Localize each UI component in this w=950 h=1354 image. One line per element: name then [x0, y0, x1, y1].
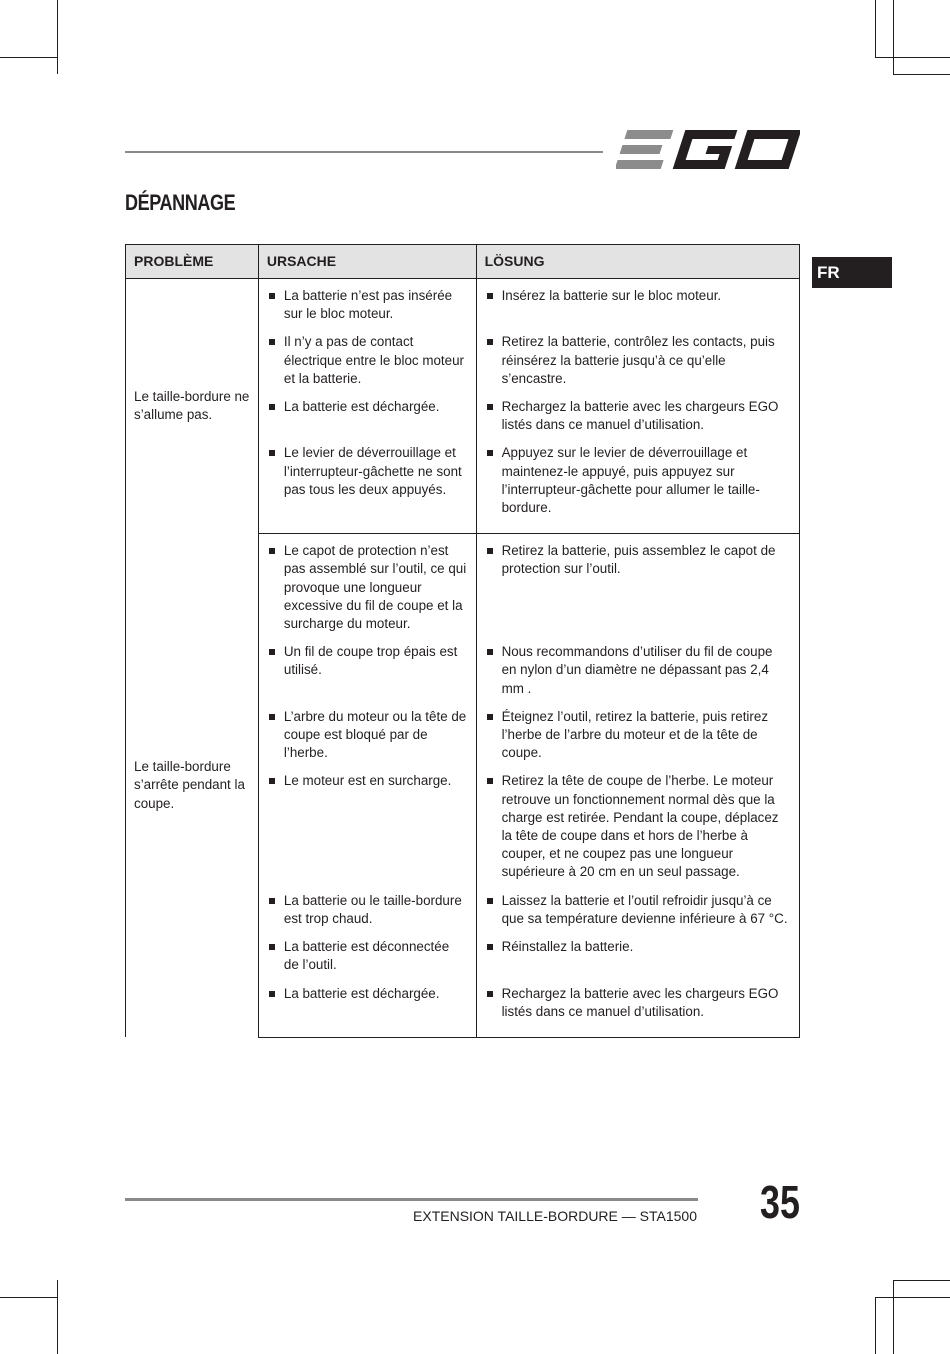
solution-cell — [476, 938, 799, 984]
cause-text: La batterie est déchargée. — [267, 398, 468, 426]
troubleshooting-table — [125, 244, 800, 1038]
crop-mark — [0, 57, 57, 58]
solution-cell — [476, 279, 799, 334]
cause-text: La batterie est déchargée. — [267, 985, 468, 1013]
solution-cell — [476, 985, 799, 1038]
cause-text: Le capot de protection n’est pas assemblé sur l’outil, ce qui provoque une longueur excessive du fil de coupe et la surcharge du moteur. — [267, 542, 468, 643]
crop-mark — [875, 57, 950, 58]
ego-logo — [616, 128, 800, 172]
cause-cell — [258, 892, 476, 938]
cause-text: Il n’y a pas de contact électrique entre le bloc moteur et la batterie. — [267, 333, 468, 398]
crop-mark — [875, 1297, 876, 1354]
solution-text: Réinstallez la batterie. — [485, 938, 791, 966]
crop-mark — [893, 74, 950, 75]
solution-cell — [476, 772, 799, 891]
crop-mark — [893, 1280, 894, 1354]
cause-cell — [258, 643, 476, 708]
cause-text: Un fil de coupe trop épais est utilisé. — [267, 643, 468, 689]
solution-cell — [476, 708, 799, 773]
crop-mark — [57, 0, 58, 74]
cause-text: L’arbre du moteur ou la tête de coupe est bloqué par de l’herbe. — [267, 708, 468, 773]
cause-cell — [258, 398, 476, 444]
solution-text: Insérez la batterie sur le bloc moteur. — [485, 287, 791, 315]
cause-text: La batterie ou le taille-bordure est trop chaud. — [267, 892, 468, 938]
cause-cell — [258, 938, 476, 984]
language-tab: FR — [812, 257, 892, 288]
solution-text: Retirez la batterie, puis assemblez le capot de protection sur l’outil. — [485, 542, 791, 588]
cause-cell — [258, 279, 476, 334]
footer-doc-title: EXTENSION TAILLE-BORDURE — STA1500 — [413, 1208, 697, 1224]
solution-cell — [476, 892, 799, 938]
table-row — [126, 534, 800, 644]
cause-cell — [258, 985, 476, 1038]
solution-text: Nous recommandons d’utiliser du fil de coupe en nylon d’un diamètre ne dépassant pas 2,4 mm . — [485, 643, 791, 708]
solution-text: Laissez la batterie et l’outil refroidir jusqu’à ce que sa température devienne inférieure à 67 °C. — [485, 892, 791, 938]
solution-text: Retirez la batterie, contrôlez les contacts, puis réinsérez la batterie jusqu’à ce qu’elle s’encastre. — [485, 333, 791, 398]
solution-cell — [476, 444, 799, 533]
table-header-row — [126, 245, 800, 279]
header-rule — [125, 151, 603, 153]
crop-mark — [893, 1280, 950, 1281]
solution-text: Éteignez l’outil, retirez la batterie, puis retirez l’herbe de l’arbre du moteur et de la tête de coupe. — [485, 708, 791, 773]
cause-text: La batterie n’est pas insérée sur le bloc moteur. — [267, 287, 468, 333]
solution-cell — [476, 333, 799, 398]
cause-text: Le levier de déverrouillage et l’interrupteur-gâchette ne sont pas tous les deux appuyés. — [267, 444, 468, 509]
problem-cell: Le taille-bordure s’arrête pendant la coupe. — [126, 534, 259, 1038]
cause-text: La batterie est déconnectée de l’outil. — [267, 938, 468, 984]
cause-cell — [258, 708, 476, 773]
solution-text: Appuyez sur le levier de déverrouillage et maintenez-le appuyé, puis appuyez sur l’interrupteur-gâchette pour allumer le taille-bordure. — [485, 444, 791, 527]
column-header-solution: LÖSUNG — [476, 245, 799, 279]
cause-cell — [258, 772, 476, 891]
crop-mark — [57, 1280, 58, 1354]
solution-text: Retirez la tête de coupe de l’herbe. Le moteur retrouve un fonctionnement normal dès que la charge est retirée. Pendant la coupe, déplacez la tête de coupe dans et hors de l’herbe à couper, et ne coupez pas une longueur supérieure à 20 cm en un seul passage. — [485, 772, 791, 891]
cause-cell — [258, 534, 476, 644]
page-title: DÉPANNAGE — [125, 190, 236, 215]
crop-mark — [875, 1297, 950, 1298]
page-number: 35 — [760, 1176, 800, 1228]
solution-cell — [476, 643, 799, 708]
crop-mark — [893, 0, 894, 74]
footer-rule — [125, 1198, 698, 1201]
solution-text: Rechargez la batterie avec les chargeurs EGO listés dans ce manuel d’utilisation. — [485, 398, 791, 444]
problem-cell: Le taille-bordure ne s’allume pas. — [126, 279, 259, 534]
cause-text: Le moteur est en surcharge. — [267, 772, 468, 800]
table-row — [126, 279, 800, 334]
solution-text: Rechargez la batterie avec les chargeurs EGO listés dans ce manuel d’utilisation. — [485, 985, 791, 1031]
crop-mark — [0, 1297, 57, 1298]
crop-mark — [875, 0, 876, 57]
cause-cell — [258, 444, 476, 533]
cause-cell — [258, 333, 476, 398]
solution-cell — [476, 398, 799, 444]
column-header-problem: PROBLÈME — [126, 245, 259, 279]
solution-cell — [476, 534, 799, 644]
column-header-cause: URSACHE — [258, 245, 476, 279]
